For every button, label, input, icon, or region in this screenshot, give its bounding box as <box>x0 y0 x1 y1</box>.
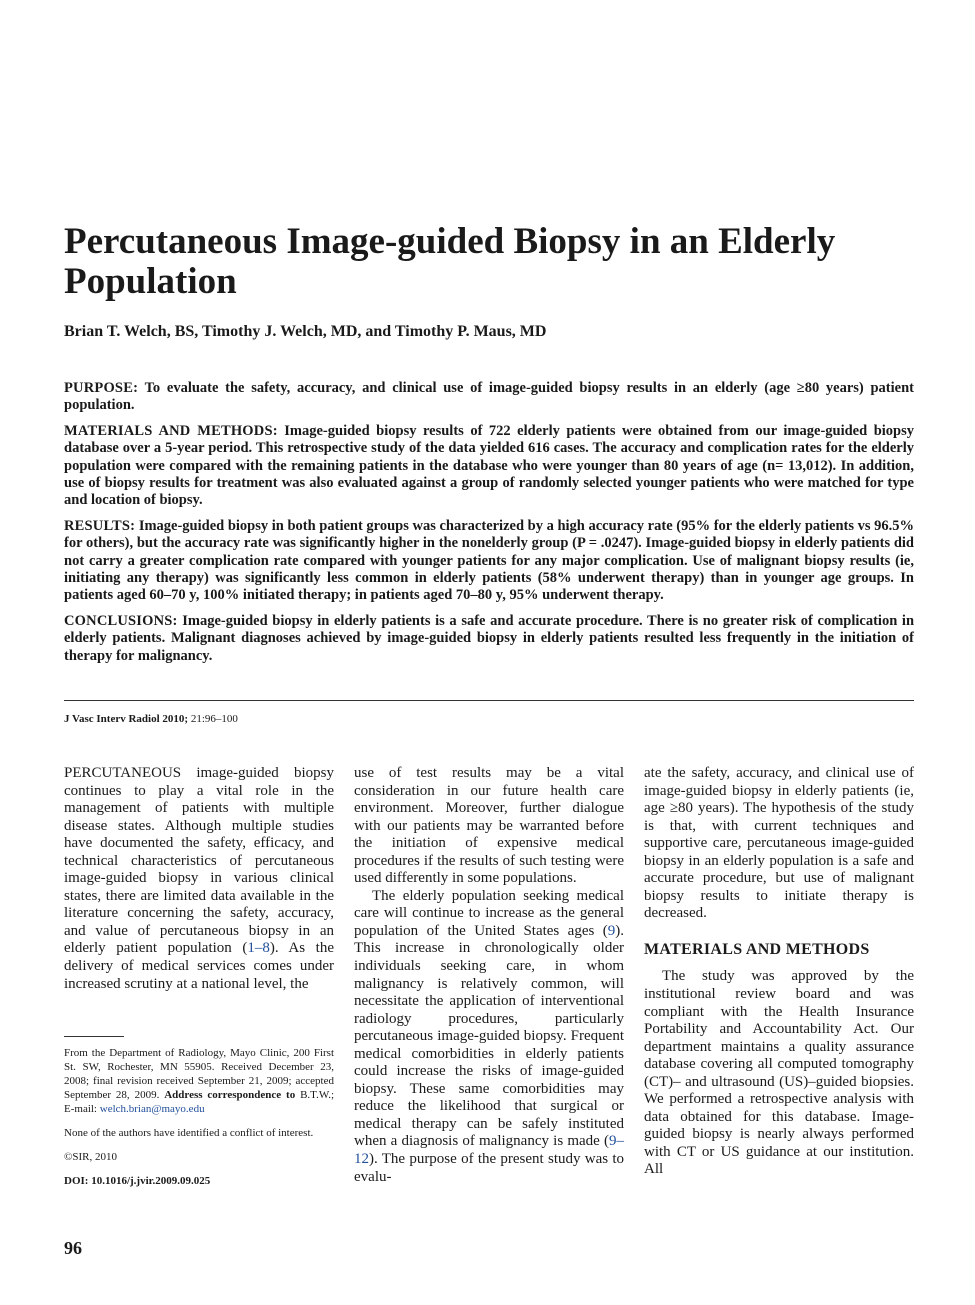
citation-journal: J Vasc Interv Radiol 2010; <box>64 713 189 725</box>
article-title: Percutaneous Image-guided Biopsy in an Elderly Population <box>64 221 836 302</box>
abstract-purpose <box>64 380 914 415</box>
affiliation-note <box>64 1046 334 1116</box>
journal-citation <box>64 713 238 725</box>
body-paragraph: use of test results may be a vital consideration in our future health care environment. Moreover, further dialogue with our patients may be warranted before the initiation of expensive medical procedures if the results of such testing were used differently in some populations. <box>354 765 624 887</box>
footnote-divider <box>64 1036 124 1037</box>
body-paragraph: The study was approved by the institutional review board and was compliant with the Health Insurance Portability and Accountability Act. Our department maintains a quality assurance database covering all computed tomography (CT)– and ultrasound (US)–guided biopsies. We performed a retrospective analysis with data obtained for this database. Image-guided biopsy is nearly always performed with CT or US guidance at our institution. All <box>644 968 914 1178</box>
body-paragraph: ate the safety, accuracy, and clinical use of image-guided biopsy in elderly patients (ie, age ≥80 years). The hypothesis of the study is that, with current techniques and supportive care, percutaneous image-guided biopsy in an elderly population is a safe and accurate procedure, but use of malignant biopsy results to initiate therapy is decreased. <box>644 765 914 922</box>
abstract <box>64 380 914 673</box>
conclusions-text: Image-guided biopsy in elderly patients is a safe and accurate procedure. There is no greater risk of complication in elderly patients. Malignant diagnoses achieved by image-guided biopsy in elderly patients resulted less frequently in the initiation of therapy for malignancy. <box>64 612 915 664</box>
abstract-results <box>64 518 914 605</box>
reference-link[interactable]: 9 <box>607 922 616 939</box>
paragraph-text: ). As the delivery of medical services comes under increased scrutiny at a national level, the <box>64 940 334 992</box>
methods-text: Image-guided biopsy results of 722 elderly patients were obtained from our image-guided biopsy database over a 5-year period. This retrospective study of the data yielded 616 cases. The accuracy and complication rates for the elderly population were compared with the remaining patients in the database who were younger than 80 years of age (n= 13,012). In addition, use of biopsy results for treatment was also evaluated against a group of randomly selected younger patients who were matched for type and location of biopsy. <box>64 422 914 509</box>
author-list: Brian T. Welch, BS, Timothy J. Welch, MD, and Timothy P. Maus, MD <box>64 323 547 340</box>
footnotes <box>64 1046 334 1198</box>
results-heading: RESULTS: <box>64 517 136 534</box>
purpose-heading: PURPOSE: <box>64 380 139 396</box>
conclusions-heading: CONCLUSIONS: <box>64 612 178 629</box>
results-text: Image-guided biopsy in both patient groups was characterized by a high accuracy rate (95% for the elderly patients vs 96.5% for others), but the accuracy rate was significantly higher in the nonelderly group (P = .0247). Image-guided biopsy in elderly patients did not carry a greater complication rate compared with younger patients for any major complication. Use of malignant biopsy results (ie, initiating any therapy) was significantly less common in elderly patients (58% underwent therapy) than in younger age groups. In patients aged 60–70 y, 100% initiated therapy; in patients aged 70–80 y, 95% underwent therapy. <box>64 517 915 604</box>
correspondence-name: B.T.W.; E-mail: <box>64 1089 335 1115</box>
reference-link[interactable]: 9–12 <box>354 1133 624 1168</box>
section-heading: MATERIALS AND METHODS <box>644 940 870 958</box>
paragraph-text: ). The purpose of the present study was to evalu- <box>354 1151 624 1185</box>
methods-heading: MATERIALS AND METHODS: <box>64 422 278 439</box>
paragraph-text: ). This increase in chronologically older individuals seeking care, in whom malignancy is relatively common, will necessitate the application of interventional radiology procedures, particularly percutaneous image-guided biopsy. Frequent medical comorbidities in elderly patients could increase the risks of image-guided biopsy. These same comorbidities may reduce the likelihood that surgical or medical therapy can be safely instituted when a diagnosis of malignancy is made ( <box>354 922 624 1150</box>
conflict-note: None of the authors have identified a conflict of interest. <box>64 1127 314 1139</box>
abstract-methods <box>64 423 914 510</box>
abstract-divider <box>64 700 914 701</box>
email-link[interactable]: welch.brian@mayo.edu <box>99 1103 205 1115</box>
paragraph-text: image-guided biopsy continues to play a vital role in the management of patients with multiple disease states. Although multiple studies have documented the safety, efficacy, and technical characteristics of percutaneous image-guided biopsy in various clinical states, there are limited data available in the literature concerning the safety, accuracy, and value of percutaneous biopsy in an elderly patient population ( <box>64 765 334 957</box>
correspondence-label: Address correspondence to <box>164 1089 296 1101</box>
reference-link[interactable]: 1–8 <box>247 940 270 957</box>
body-paragraph <box>64 765 334 993</box>
affiliation-text: From the Department of Radiology, Mayo Clinic, 200 First St. SW, Rochester, MN 55905. Received December 23, 2008; final revision received September 21, 2009; accepted September 28, 2009. <box>64 1047 334 1101</box>
body-column-3 <box>644 765 914 1179</box>
citation-pages: 21:96–100 <box>188 713 238 725</box>
body-column-1 <box>64 765 334 993</box>
purpose-text: To evaluate the safety, accuracy, and clinical use of image-guided biopsy results in an elderly (age ≥80 years) patient population. <box>64 380 914 414</box>
page-number: 96 <box>64 1238 82 1258</box>
abstract-conclusions <box>64 613 914 665</box>
body-paragraph <box>354 888 624 1186</box>
paragraph-text: The elderly population seeking medical care will continue to increase as the general population of the United States ages ( <box>354 887 624 939</box>
copyright-note: ©SIR, 2010 <box>64 1151 117 1163</box>
doi-note[interactable]: DOI: 10.1016/j.jvir.2009.09.025 <box>64 1175 211 1187</box>
lead-in-word: PERCUTANEOUS <box>64 765 182 781</box>
body-column-2 <box>354 765 624 1186</box>
